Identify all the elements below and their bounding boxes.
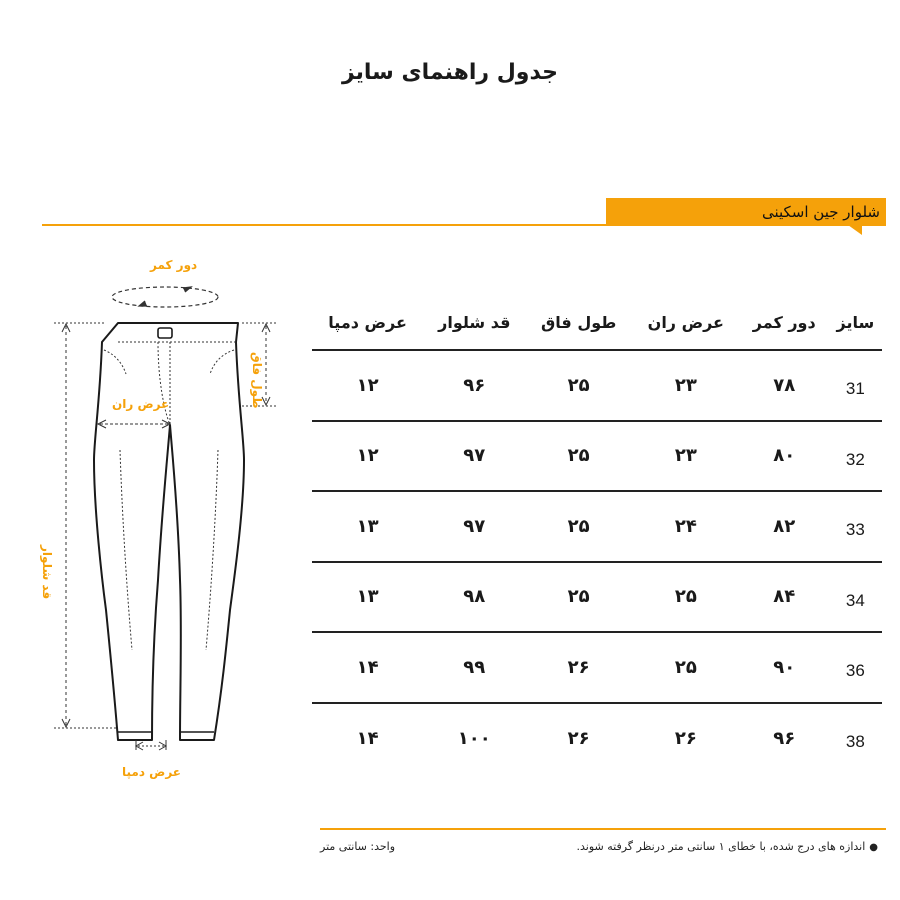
size-cell: 34 bbox=[829, 562, 882, 633]
header-hem: عرض دمپا bbox=[312, 296, 423, 350]
thigh-cell: ۲۵ bbox=[632, 562, 740, 633]
table-header-row bbox=[312, 296, 882, 350]
rise-cell: ۲۵ bbox=[525, 562, 632, 633]
table-row bbox=[312, 350, 882, 421]
rise-label: طول فاق bbox=[250, 352, 264, 409]
waist-cell: ۷۸ bbox=[740, 350, 829, 421]
size-cell: 32 bbox=[829, 421, 882, 492]
rise-cell: ۲۶ bbox=[525, 632, 632, 703]
rise-cell: ۲۵ bbox=[525, 491, 632, 562]
size-table bbox=[312, 296, 882, 773]
bullet-icon: ● bbox=[869, 842, 878, 853]
page-title: جدول راهنمای سایز bbox=[341, 60, 559, 85]
rise-cell: ۲۶ bbox=[567, 727, 590, 749]
hem-label: عرض دمپا bbox=[122, 765, 181, 779]
thigh-cell: ۲۵ bbox=[632, 632, 740, 703]
length-label: قد شلوار bbox=[40, 545, 54, 600]
rise-cell: ۲۵ bbox=[525, 350, 632, 421]
header-rise: طول فاق bbox=[525, 296, 632, 350]
hem-cell: ۱۴ bbox=[312, 632, 423, 703]
hem-cell: ۱۲ bbox=[312, 350, 423, 421]
thigh-label: عرض ران bbox=[112, 397, 170, 411]
length-cell: ۹۸ bbox=[423, 562, 525, 633]
section-header-tab bbox=[606, 198, 886, 226]
footer-unit: واحد: سانتی متر bbox=[320, 840, 396, 853]
waist-measure-icon bbox=[112, 287, 218, 307]
waist-label: دور کمر bbox=[150, 258, 198, 272]
length-cell: ۹۷ bbox=[423, 491, 525, 562]
hem-measure-icon bbox=[136, 740, 166, 750]
rise-cell: ۲۵ bbox=[525, 421, 632, 492]
jeans-figure bbox=[30, 250, 300, 790]
hem-cell: ۱۳ bbox=[312, 491, 423, 562]
length-cell: ۹۶ bbox=[423, 350, 525, 421]
waist-cell: ۹۰ bbox=[740, 632, 829, 703]
hem-cell: ۱۲ bbox=[312, 421, 423, 492]
size-cell: 36 bbox=[829, 632, 882, 703]
size-cell: 33 bbox=[829, 491, 882, 562]
waist-cell: ۸۴ bbox=[740, 562, 829, 633]
table-row bbox=[312, 632, 882, 703]
jeans-outline bbox=[94, 323, 244, 740]
section-tab-tail bbox=[848, 225, 862, 235]
waist-cell: ۹۶ bbox=[773, 727, 796, 749]
table-row bbox=[312, 421, 882, 492]
footer-note bbox=[577, 840, 879, 853]
section-title: شلوار جین اسکینی bbox=[761, 203, 880, 221]
size-cell: 38 bbox=[845, 732, 865, 752]
size-cell: 31 bbox=[829, 350, 882, 421]
thigh-cell: ۲۳ bbox=[632, 350, 740, 421]
hem-cell: ۱۳ bbox=[312, 562, 423, 633]
length-cell: ۱۰۰ bbox=[457, 727, 491, 749]
hem-cell: ۱۴ bbox=[356, 727, 379, 749]
header-size: سایز bbox=[829, 296, 882, 350]
table-row bbox=[312, 491, 882, 562]
waist-cell: ۸۲ bbox=[740, 491, 829, 562]
skinny-jeans-outline-icon bbox=[30, 250, 300, 790]
table-row bbox=[312, 562, 882, 633]
waist-cell: ۸۰ bbox=[740, 421, 829, 492]
length-cell: ۹۹ bbox=[423, 632, 525, 703]
header-length: قد شلوار bbox=[423, 296, 525, 350]
thigh-cell: ۲۳ bbox=[632, 421, 740, 492]
header-thigh: عرض ران bbox=[632, 296, 740, 350]
thigh-cell: ۲۶ bbox=[674, 727, 697, 749]
header-waist: دور کمر bbox=[740, 296, 829, 350]
footer-divider bbox=[320, 828, 886, 830]
table-row bbox=[312, 703, 882, 774]
length-cell: ۹۷ bbox=[423, 421, 525, 492]
footer-note-text: اندازه های درج شده، با خطای ۱ سانتی متر درنظر گرفته شوند. bbox=[576, 840, 866, 853]
thigh-cell: ۲۴ bbox=[632, 491, 740, 562]
